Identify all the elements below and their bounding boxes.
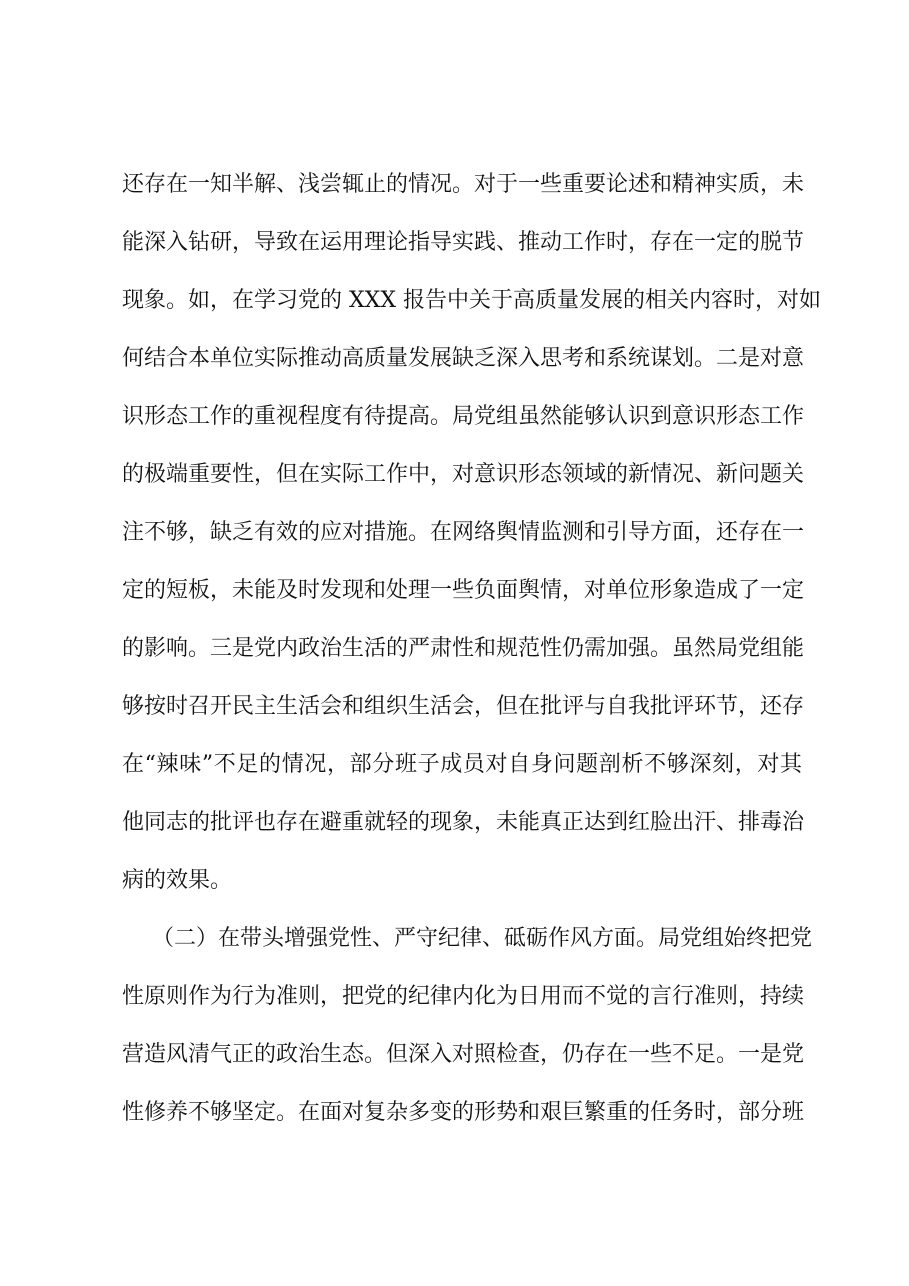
paragraph-line: 注不够，缺乏有效的应对措施。在网络舆情监测和引导方面，还存在一 bbox=[122, 520, 805, 545]
paragraph-line: 的影响。三是党内政治生活的严肃性和规范性仍需加强。虽然局党组能 bbox=[122, 636, 805, 661]
paragraph-line: 够按时召开民主生活会和组织生活会，但在批评与自我批评环节，还存 bbox=[122, 694, 805, 719]
paragraph-line: 在“辣味”不足的情况，部分班子成员对自身问题剖析不够深刻，对其 bbox=[122, 752, 802, 777]
paragraph-line: 能深入钻研，导致在运用理论指导实践、推动工作时，存在一定的脱节 bbox=[122, 230, 805, 255]
paragraph-line: 现象。如，在学习党的 XXX 报告中关于高质量发展的相关内容时，对如 bbox=[122, 288, 821, 313]
paragraph-line: 识形态工作的重视程度有待提高。局党组虽然能够认识到意识形态工作 bbox=[122, 404, 805, 429]
paragraph-line: 营造风清气正的政治生态。但深入对照检查，仍存在一些不足。一是党 bbox=[122, 1042, 805, 1067]
paragraph-line: 何结合本单位实际推动高质量发展缺乏深入思考和系统谋划。二是对意 bbox=[122, 346, 805, 371]
paragraph-line: 病的效果。 bbox=[122, 868, 233, 893]
paragraph-line: 还存在一知半解、浅尝辄止的情况。对于一些重要论述和精神实质，未 bbox=[122, 172, 805, 197]
section-heading-line: （二）在带头增强党性、严守纪律、砥砺作风方面。局党组始终把党 bbox=[152, 926, 813, 951]
paragraph-line: 的极端重要性，但在实际工作中，对意识形态领域的新情况、新问题关 bbox=[122, 462, 805, 487]
paragraph-line: 他同志的批评也存在避重就轻的现象，未能真正达到红脸出汗、排毒治 bbox=[122, 810, 805, 835]
paragraph-line: 性修养不够坚定。在面对复杂多变的形势和艰巨繁重的任务时，部分班 bbox=[122, 1100, 805, 1125]
paragraph-line: 性原则作为行为准则，把党的纪律内化为日用而不觉的言行准则，持续 bbox=[122, 984, 805, 1009]
paragraph-line: 定的短板，未能及时发现和处理一些负面舆情，对单位形象造成了一定 bbox=[122, 578, 805, 603]
